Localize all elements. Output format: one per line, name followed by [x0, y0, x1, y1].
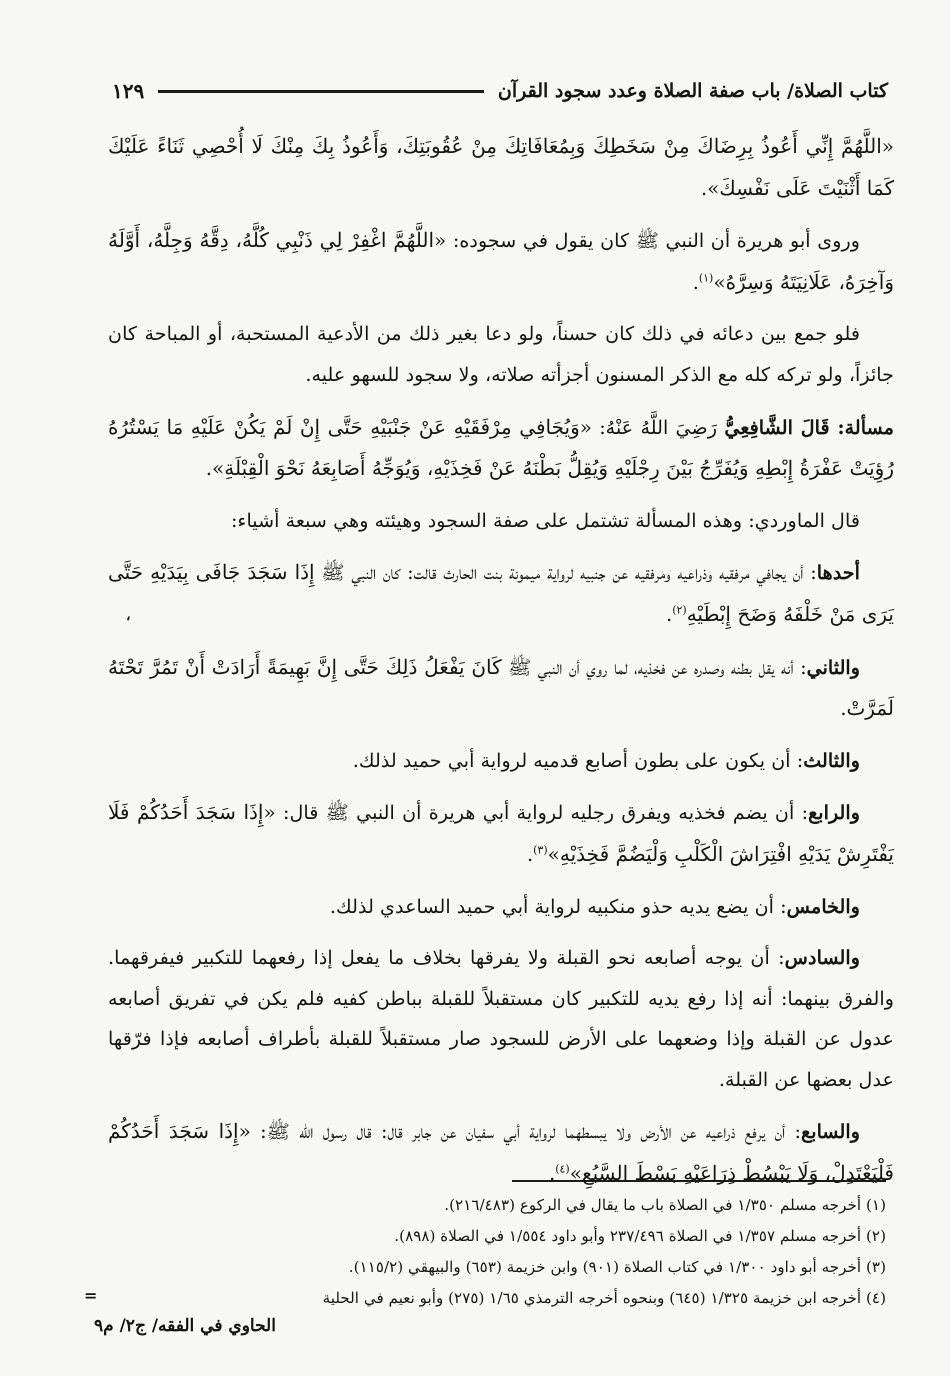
text-run: وروى أبو هريرة أن النبي ﷺ كان يقول في سجوده:	[446, 229, 861, 253]
page-number: ١٢٩	[112, 79, 145, 103]
text-run: .	[840, 697, 847, 721]
paragraph	[108, 126, 894, 209]
footnote: (٤) أخرجه ابن خزيمة ١/٣٢٥ (٦٤٥) وبنحوه أخرجه الترمذي ١/٦٥ (٢٧٥) وأبو نعيم في الحلية	[322, 1289, 886, 1307]
quotation: إِذَا سَجَدَ جَافَى بِيَدَيْهِ حَتَّى يَرَى مَنْ خَلْفَهُ وَضَحَ إِبْطَيْهِ	[108, 560, 894, 626]
chapter-title: كتاب الصلاة/ باب صفة الصلاة وعدد سجود القرآن	[497, 80, 888, 102]
text-run: : أنه يقل بطنه وصدره عن فخذيه، لما روي أن النبي ﷺ	[501, 655, 807, 679]
quotation: «إِذَا سَجَدَ أَحَدُكُمْ فَلْيَعْتَدِلْ، وَلَا يَبْسُطْ ذِرَاعَيْهِ بَسْطَ السَّبُعِ»	[108, 1119, 894, 1186]
paragraph	[108, 501, 894, 542]
bold-heading: والرابع	[808, 801, 860, 825]
bold-heading: والخامس	[786, 894, 860, 918]
footnote: (٣) أخرجه أبو داود ١/٣٠٠ في كتاب الصلاة (٩٠١) وابن خزيمة (٦٥٣) والبيهقي (١١٥/٢).	[348, 1258, 886, 1276]
text-run: قال الماوردي: وهذه المسألة تشتمل على صفة السجود وهيئته وهي سبعة أشياء:	[230, 508, 860, 532]
text-run: : أن يضم فخذيه ويفرق رجليه لرواية أبي هريرة أن النبي ﷺ قال:	[275, 801, 809, 825]
footnote-continuation-mark: =	[84, 1286, 98, 1305]
paragraph	[108, 1111, 894, 1194]
paragraph	[108, 938, 894, 1100]
text-run: فلو جمع بين دعائه في ذلك كان حسناً، ولو دعا بغير ذلك من الأدعية المستحبة، أو المباحة كان جائزاً، ولو تركه كله مع الذكر المسنون أجزأته صلاته، ولا سجود للسهو عليه.	[108, 322, 894, 386]
running-header	[112, 74, 888, 108]
paragraph	[108, 407, 894, 490]
text-run: : أن يكون على بطون أصابع قدميه لرواية أبي حميد لذلك.	[352, 748, 804, 772]
bold-heading: والثالث	[803, 748, 860, 772]
text-run: .	[549, 1162, 556, 1186]
text-run: : أن يجافي مرفقيه وذراعيه ومرفقيه عن جنبيه لرواية ميمونة بنت الحارث قالت: كان النبي ﷺ	[314, 561, 817, 585]
quotation: «اللَّهُمَّ إِنِّي أَعُوذُ بِرِضَاكَ مِنْ سَخَطِكَ وَبِمُعَافَاتِكَ مِنْ عُقُوبَتِكَ، وَأَعُوذُ بِكَ مِنْكَ لَا أُحْصِي ثَنَاءً عَلَيْكَ كَمَا أَثْنَيْتَ عَلَى نَفْسِكَ»	[108, 134, 894, 200]
footnote-ref: (٤)	[555, 1162, 570, 1176]
paragraph	[108, 314, 894, 395]
main-text	[108, 126, 894, 1206]
footnotes	[92, 1190, 886, 1314]
footnote-ref: (٢)	[672, 603, 687, 617]
bold-heading: والسادس	[784, 946, 860, 970]
paragraph	[108, 220, 894, 303]
bold-heading: والثاني	[806, 655, 861, 679]
footnote: (٢) أخرجه مسلم ١/٣٥٧ في الصلاة ٢٣٧/٤٩٦ وأبو داود ١/٥٥٤ في الصلاة (٨٩٨).	[394, 1227, 886, 1245]
header-rule	[158, 90, 484, 93]
text-run: : أن يوجه أصابعه نحو القبلة ولا يفرقها بخلاف ما يفعل إذا رفعهما للتكبير فيفرقهما. والفرق بينهما: أنه إذا رفع يديه للتكبير كان مستقبلاً للقبلة بباطن كفيه فلم يكن في تفريق أصابعه عدول عن القبلة وإذا وضعهما على الأرض للسجود صار مستقبلاً للقبلة بأطراف أصابعه فإذا فرّقها عدل بعضها عن القبلة.	[108, 946, 894, 1091]
text-run: .	[692, 270, 699, 294]
text-run: .	[527, 842, 534, 866]
footnote-ref: (٣)	[533, 843, 548, 857]
paragraph	[108, 887, 894, 928]
text-run: : أن يضع يديه حذو منكبيه لرواية أبي حميد الساعدي لذلك.	[329, 894, 787, 918]
signature-label: الحاوي في الفقه/ ج٢/ م٩	[94, 1316, 276, 1336]
paragraph	[108, 741, 894, 782]
footnote-separator	[512, 1180, 886, 1182]
paragraph	[108, 647, 894, 730]
margin-mark: ،	[126, 608, 131, 624]
paragraph	[108, 792, 894, 875]
bold-heading: أحدها	[816, 561, 860, 585]
quotation: «اللَّهُمَّ اغْفِرْ لِي ذَنْبِي كُلَّهُ، دِقَّهُ وَجِلَّهُ، أَوَّلَهُ وَآخِرَهُ، عَلَانِيَتَهُ وَسِرَّهُ»	[108, 228, 894, 294]
text-run: .	[700, 176, 708, 200]
text-run: رَضِيَ اللَّهُ عَنْهُ:	[591, 415, 725, 439]
text-run: : أن يرفع ذراعيه عن الأرض ولا يبسطهما لرواية أبي سفيان عن جابر قال: قال رسول الله ﷺ:	[250, 1120, 802, 1144]
text-run: .	[205, 457, 212, 481]
text-run: .	[666, 602, 673, 626]
quotation: «إِذَا سَجَدَ أَحَدُكُمْ فَلَا يَفْتَرِشْ يَدَيْهِ افْتِرَاشَ الْكَلْبِ وَلْيَضُمَّ فَخِذَيْهِ»	[108, 800, 894, 866]
footnote: (١) أخرجه مسلم ١/٣٥٠ في الصلاة باب ما يقال في الركوع (٢١٦/٤٨٣).	[444, 1196, 886, 1214]
quotation: «وَيُجَافِي مِرْفَقَيْهِ عَنْ جَنْبَيْهِ حَتَّى إِنْ لَمْ يَكُنْ عَلَيْهِ مَا يَسْتُرُهُ رُؤِيَتْ عَفْرَةُ إِبْطِهِ وَيُفَرِّجُ بَيْنَ رِجْلَيْهِ وَيُقِلُّ بَطْنَهُ عَنْ فَخِذَيْهِ، وَيُوَجِّهُ أَصَابِعَهُ نَحْوَ الْقِبْلَةِ»	[108, 414, 894, 481]
footnote-ref: (١)	[698, 271, 714, 285]
bold-heading: مسألة: قَالَ الشَّافِعِيُّ	[724, 415, 894, 439]
bold-heading: والسابع	[801, 1120, 860, 1144]
quotation: كَانَ يَفْعَلُ ذَلِكَ حَتَّى إِنَّ بَهِيمَةً أَرَادَتْ أَنْ تَمُرَّ تَحْتَهُ لَمَرَّتْ	[108, 654, 894, 721]
paragraph	[108, 552, 894, 635]
